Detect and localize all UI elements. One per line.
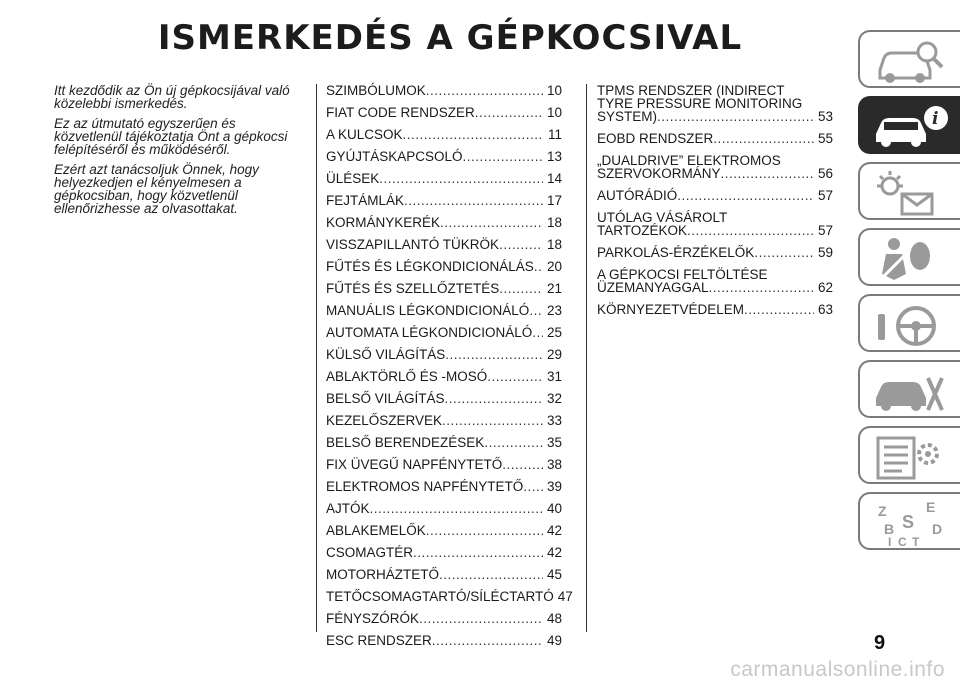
toc-entry[interactable] — [326, 172, 562, 185]
toc-entry[interactable] — [326, 502, 562, 515]
toc-dot-leader — [657, 110, 814, 123]
toc-page-number: 40 — [546, 501, 562, 516]
toc-page-number: 63 — [817, 302, 833, 317]
toc-entry-title: SYSTEM) — [597, 109, 658, 124]
toc-entry[interactable] — [326, 524, 562, 537]
page-title: ISMERKEDÉS A GÉPKOCSIVAL — [157, 18, 743, 58]
toc-dot-leader — [440, 216, 543, 229]
toc-page-number: 55 — [817, 131, 833, 146]
intro-paragraph: Itt kezdődik az Ön új gépkocsijával való közelebbi ismerkedés. — [54, 83, 290, 111]
toc-entry-title: MANUÁLIS LÉGKONDICIONÁLÓ — [326, 303, 530, 318]
toc-entry-title: FIAT CODE RENDSZER — [326, 105, 475, 120]
airbag-safety-icon — [872, 234, 952, 284]
toc-entry[interactable] — [326, 106, 562, 119]
toc-entry-title: KÖRNYEZETVÉDELEM — [597, 302, 745, 317]
toc-page-number: 62 — [817, 280, 833, 295]
toc-dot-leader — [445, 392, 543, 405]
tab-index[interactable] — [858, 492, 960, 550]
intro-text — [54, 84, 304, 222]
toc-entry[interactable] — [326, 458, 562, 471]
toc-entry[interactable] — [326, 84, 562, 97]
toc-entry[interactable] — [597, 154, 833, 180]
toc-entry[interactable] — [326, 589, 573, 604]
toc-page-number: 14 — [546, 171, 562, 186]
toc-page-number: 39 — [546, 479, 562, 494]
toc-dot-leader — [432, 634, 543, 647]
toc-page-number: 53 — [817, 109, 833, 124]
toc-entry-title: ESC RENDSZER — [326, 633, 432, 648]
toc-page-number: 56 — [817, 166, 833, 181]
tab-technical-data[interactable] — [858, 426, 960, 484]
toc-entry-title: AUTÓRÁDIÓ — [597, 188, 678, 203]
toc-entry-title: VISSZAPILLANTÓ TÜKRÖK — [326, 237, 500, 252]
toc-page-number: 20 — [546, 259, 562, 274]
toc-dot-leader — [484, 436, 543, 449]
toc-page-number: 47 — [557, 589, 573, 604]
toc-entry[interactable] — [326, 348, 562, 361]
toc-entry-title: ABLAKEMELŐK — [326, 523, 426, 538]
toc-entry-title: EOBD RENDSZER — [597, 131, 714, 146]
toc-dot-leader — [487, 370, 543, 383]
toc-entry[interactable] — [597, 303, 833, 316]
toc-entry-title: KORMÁNYKERÉK — [326, 215, 441, 230]
toc-entry-title-line: TPMS RENDSZER (INDIRECT — [597, 83, 785, 98]
toc-entry-title: PARKOLÁS-ÉRZÉKELŐK — [597, 245, 755, 260]
toc-dot-leader — [426, 84, 543, 97]
toc-entry[interactable] — [326, 326, 562, 339]
toc-page-number: 33 — [546, 413, 562, 428]
toc-page-number: 25 — [546, 325, 562, 340]
toc-entry[interactable] — [597, 246, 833, 259]
toc-entry-title: GYÚJTÁSKAPCSOLÓ — [326, 149, 463, 164]
toc-entry[interactable] — [326, 216, 562, 229]
toc-page-number: 18 — [546, 237, 562, 252]
car-search-icon — [872, 36, 952, 86]
toc-entry-title-line: „DUALDRIVE” ELEKTROMOS — [597, 153, 781, 168]
toc-page-number: 57 — [817, 188, 833, 203]
toc-entry[interactable] — [326, 304, 562, 317]
toc-entry[interactable] — [326, 128, 562, 141]
toc-entry-title: FŰTÉS ÉS SZELLŐZTETÉS — [326, 281, 500, 296]
toc-page-number: 32 — [546, 391, 562, 406]
toc-entry[interactable] — [326, 414, 562, 427]
toc-dot-leader — [754, 246, 814, 259]
toc-dot-leader — [499, 282, 543, 295]
tab-car-search[interactable] — [858, 30, 960, 88]
toc-page-number: 18 — [546, 215, 562, 230]
toc-entry-title: MOTORHÁZTETŐ — [326, 567, 439, 582]
steering-wheel-icon — [872, 300, 952, 350]
toc-dot-leader — [463, 150, 543, 163]
toc-entry-title: FEJTÁMLÁK — [326, 193, 405, 208]
toc-entry-title: KEZELŐSZERVEK — [326, 413, 443, 428]
warning-light-icon — [872, 168, 952, 218]
tab-warning-lights[interactable] — [858, 162, 960, 220]
column-divider — [586, 84, 587, 632]
intro-paragraph: Ez az útmutató egyszerűen és közvetlenül tájékoztatja Önt a gépkocsi felépítéséről és működéséről. — [54, 116, 288, 157]
toc-dot-leader — [379, 172, 543, 185]
toc-dot-leader — [403, 128, 544, 141]
toc-entry[interactable] — [326, 194, 562, 207]
toc-dot-leader — [502, 458, 543, 471]
alphabetical-index-icon — [872, 498, 952, 548]
toc-dot-leader — [523, 480, 543, 493]
toc-entry-title: SZIMBÓLUMOK — [326, 83, 426, 98]
toc-entry[interactable] — [326, 150, 562, 163]
toc-page-number: 45 — [546, 567, 562, 582]
toc-page-number: 42 — [546, 545, 562, 560]
toc-entry[interactable] — [326, 260, 562, 273]
toc-dot-leader — [445, 348, 543, 361]
toc-dot-leader — [529, 304, 543, 317]
toc-page-number: 23 — [546, 303, 562, 318]
intro-paragraph: Ezért azt tanácsoljuk Önnek, hogy helyezkedjen el kényelmesen a gépkocsiban, hogy közvetlenül ellenőrizhesse az olvasottakat. — [54, 162, 259, 216]
table-of-contents-column-2 — [597, 84, 833, 325]
toc-entry[interactable] — [326, 480, 562, 493]
toc-dot-leader — [404, 194, 543, 207]
index-letter: Z — [878, 503, 887, 519]
toc-page-number: 21 — [546, 281, 562, 296]
toc-dot-leader — [532, 326, 543, 339]
toc-page-number: 11 — [547, 127, 562, 142]
toc-entry-title-line: TYRE PRESSURE MONITORING — [597, 96, 803, 111]
toc-entry-title: FIX ÜVEGŰ NAPFÉNYTETŐ — [326, 457, 503, 472]
index-letter: T — [912, 535, 920, 548]
page-number: 9 — [874, 632, 886, 654]
toc-dot-leader — [439, 568, 543, 581]
toc-page-number: 57 — [817, 223, 833, 238]
index-letter: I — [888, 535, 892, 548]
toc-page-number: 10 — [546, 83, 562, 98]
watermark-text: carmanualsonline.info — [730, 658, 945, 681]
toc-dot-leader — [442, 414, 543, 427]
toc-page-number: 42 — [546, 523, 562, 538]
tab-controls[interactable] — [858, 294, 960, 352]
toc-page-number: 38 — [546, 457, 562, 472]
toc-dot-leader — [534, 260, 543, 273]
toc-page-number: 13 — [546, 149, 562, 164]
table-of-contents-column-1 — [326, 83, 573, 656]
toc-entry-title: KÜLSŐ VILÁGÍTÁS — [326, 347, 446, 362]
svg-text:i: i — [932, 109, 939, 129]
toc-entry-title-line: A GÉPKOCSI FELTÖLTÉSE — [597, 267, 768, 282]
toc-entry[interactable] — [326, 370, 562, 383]
tab-safety[interactable] — [858, 228, 960, 286]
toc-entry[interactable] — [326, 238, 562, 251]
toc-entry-title: ÜZEMANYAGGAL — [597, 280, 709, 295]
toc-dot-leader — [677, 189, 814, 202]
toc-dot-leader — [370, 502, 543, 515]
toc-entry-title: TETŐCSOMAGTARTÓ/SÍLÉCTARTÓ — [326, 589, 554, 604]
toc-entry[interactable] — [326, 546, 562, 559]
toc-entry[interactable] — [326, 392, 562, 405]
index-letter: C — [898, 535, 907, 548]
toc-dot-leader — [419, 612, 543, 625]
toc-dot-leader — [426, 524, 543, 537]
toc-entry-title: BELSŐ BERENDEZÉSEK — [326, 435, 485, 450]
toc-entry[interactable] — [326, 282, 562, 295]
toc-entry-title: ÜLÉSEK — [326, 171, 380, 186]
toc-entry-title: ELEKTROMOS NAPFÉNYTETŐ — [326, 479, 524, 494]
toc-dot-leader — [713, 132, 814, 145]
toc-page-number: 17 — [546, 193, 562, 208]
toc-entry[interactable] — [326, 568, 562, 581]
toc-entry[interactable] — [597, 84, 833, 123]
index-letter: B — [884, 521, 895, 537]
tab-car-info[interactable] — [858, 96, 960, 154]
index-letter: E — [926, 499, 936, 515]
toc-page-number: 10 — [546, 105, 562, 120]
toc-dot-leader — [744, 303, 814, 316]
toc-entry-title: FÉNYSZÓRÓK — [326, 611, 420, 626]
toc-dot-leader — [499, 238, 543, 251]
toc-page-number: 49 — [546, 633, 562, 648]
toc-entry[interactable] — [597, 211, 833, 237]
car-info-icon — [872, 102, 952, 152]
toc-entry-title: ABLAKTÖRLŐ ÉS -MOSÓ — [326, 369, 488, 384]
car-wrench-icon — [872, 366, 952, 416]
toc-entry[interactable] — [597, 189, 833, 202]
toc-page-number: 29 — [546, 347, 562, 362]
toc-dot-leader — [721, 167, 814, 180]
toc-dot-leader — [709, 281, 814, 294]
toc-page-number: 31 — [546, 369, 562, 384]
toc-entry[interactable] — [597, 268, 833, 294]
toc-entry-title: FŰTÉS ÉS LÉGKONDICIONÁLÁS — [326, 259, 534, 274]
column-divider — [316, 84, 317, 632]
toc-page-number: 35 — [546, 435, 562, 450]
toc-dot-leader — [687, 224, 814, 237]
toc-entry[interactable] — [326, 436, 562, 449]
toc-entry-title: A KULCSOK — [326, 127, 403, 142]
toc-dot-leader — [413, 546, 543, 559]
tab-maintenance[interactable] — [858, 360, 960, 418]
toc-entry-title-line: UTÓLAG VÁSÁROLT — [597, 210, 728, 225]
toc-page-number: 59 — [817, 245, 833, 260]
toc-dot-leader — [475, 106, 543, 119]
toc-page-number: 48 — [546, 611, 562, 626]
index-letter: D — [932, 521, 943, 537]
toc-entry-title: TARTOZÉKOK — [597, 223, 688, 238]
toc-entry-title: SZERVOKORMÁNY — [597, 166, 721, 181]
toc-entry-title: CSOMAGTÉR — [326, 545, 414, 560]
toc-entry-title: BELSŐ VILÁGÍTÁS — [326, 391, 445, 406]
index-letter: S — [902, 512, 915, 532]
toc-entry[interactable] — [326, 612, 562, 625]
toc-entry[interactable] — [326, 634, 562, 647]
technical-data-icon — [872, 432, 952, 482]
toc-entry-title: AJTÓK — [326, 501, 370, 516]
toc-entry[interactable] — [597, 132, 833, 145]
toc-entry-title: AUTOMATA LÉGKONDICIONÁLÓ — [326, 325, 533, 340]
